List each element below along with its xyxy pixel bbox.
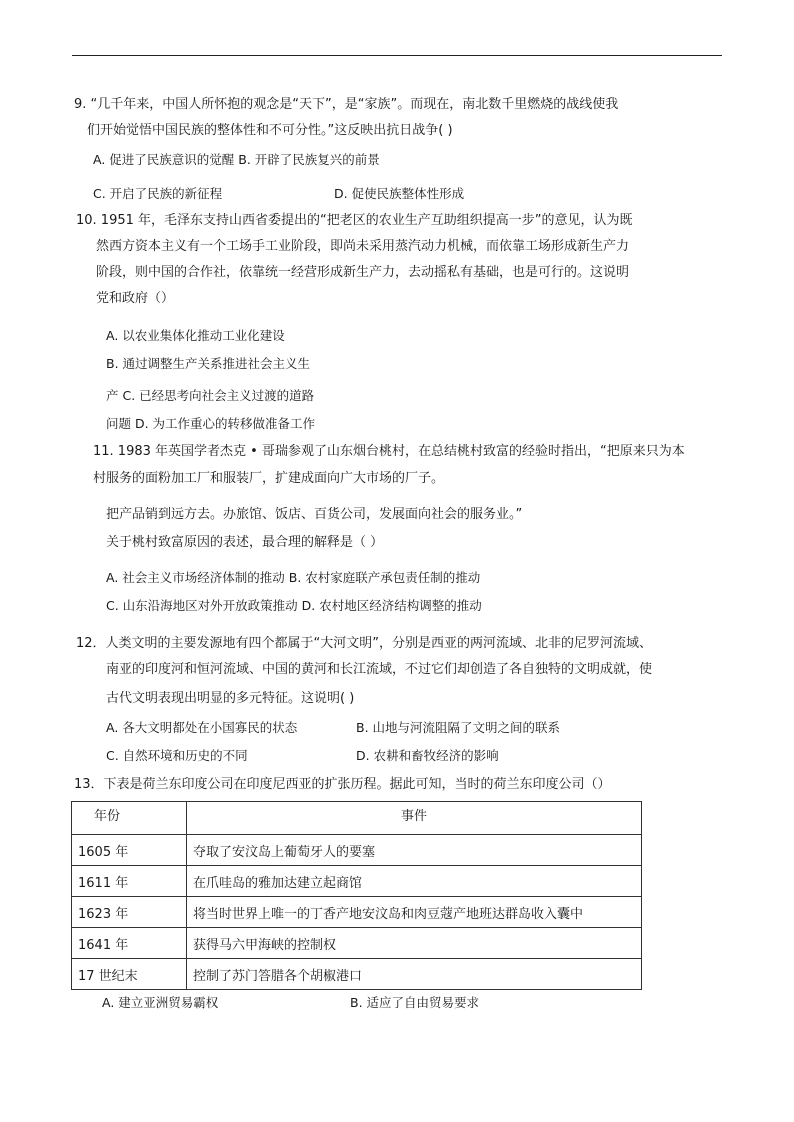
table-row [72, 928, 642, 959]
q10-option-a: A. 以农业集体化推动工业化建设 [106, 328, 285, 343]
q11-stem-line1: 11. 1983 年英国学者杰克 • 哥瑞参观了山东烟台桃村，在总结桃村致富的经验时指出，“把原来只为本 [93, 444, 685, 459]
q11-options-ab: A. 社会主义市场经济体制的推动 B. 农村家庭联产承包责任制的推动 [106, 570, 481, 585]
table-header-year: 年份 [72, 802, 187, 835]
q10-stem-line2: 然西方资本主义有一个工场手工业阶段，即尚未采用蒸汽动力机械，而依靠工场形成新生产力 [96, 239, 630, 254]
q12-option-d: D. 农耕和畜牧经济的影响 [356, 748, 499, 763]
table-row [72, 866, 642, 897]
q12-stem-line2: 南亚的印度河和恒河流域、中国的黄河和长江流域，不过它们却创造了各自独特的文明成就，使 [106, 662, 653, 677]
q10-stem-line1: 10. 1951 年，毛泽东支持山西省委提出的“把老区的农业生产互助组织提高一步”的意见，认为既 [76, 213, 633, 228]
q9-stem-line1: 9. “几千年来，中国人所怀抱的观念是“天下”，是“家族”。而现在，南北数千里燃烧的战线使我 [74, 97, 619, 112]
table-cell-event: 获得马六甲海峡的控制权 [187, 928, 642, 959]
table-header-event: 事件 [187, 802, 642, 835]
q11-stem-line3: 把产品销到远方去。办旅馆、饭店、百货公司，发展面向社会的服务业。” [106, 507, 523, 522]
q10-stem-line4: 党和政府（） [96, 291, 175, 306]
table-cell-event: 控制了苏门答腊各个胡椒港口 [187, 959, 642, 990]
q9-option-d: D. 促使民族整体性形成 [334, 186, 465, 201]
q13-stem-line1: 13．下表是荷兰东印度公司在印度尼西亚的扩张历程。据此可知，当时的荷兰东印度公司（） [74, 777, 611, 792]
q11-stem-line2: 村服务的面粉加工厂和服装厂，扩建成面向广大市场的厂子。 [93, 471, 445, 486]
q9-options-ab: A. 促进了民族意识的觉醒 B. 开辟了民族复兴的前景 [93, 152, 380, 167]
q12-stem-line1: 12．人类文明的主要发源地有四个都属于“大河文明”，分别是西亚的两河流域、北非的尼罗河流域、 [76, 636, 653, 651]
q13-option-b: B. 适应了自由贸易要求 [350, 995, 480, 1010]
q13-option-a: A. 建立亚洲贸易霸权 [102, 995, 219, 1010]
table-cell-event: 将当时世界上唯一的丁香产地安汶岛和肉豆蔻产地班达群岛收入囊中 [187, 897, 642, 928]
table-row [72, 897, 642, 928]
table-cell-year: 17 世纪末 [72, 959, 187, 990]
header-rule [72, 55, 722, 56]
expansion-table [71, 801, 642, 990]
q10-option-b: B. 通过调整生产关系推进社会主义生 [106, 356, 311, 371]
q11-options-cd: C. 山东沿海地区对外开放政策推动 D. 农村地区经济结构调整的推动 [106, 598, 482, 613]
q12-option-b: B. 山地与河流阻隔了文明之间的联系 [356, 720, 561, 735]
q9-stem-line2: 们开始觉悟中国民族的整体性和不可分性。”这反映出抗日战争( ) [87, 123, 453, 138]
table-cell-event: 夺取了安汶岛上葡萄牙人的要塞 [187, 835, 642, 866]
q12-stem-line3: 古代文明表现出明显的多元特征。这说明( ) [106, 691, 355, 706]
q12-option-c: C. 自然环境和历史的不同 [106, 748, 248, 763]
q10-option-bc: 产 C. 已经思考向社会主义过渡的道路 [106, 388, 315, 403]
q11-stem-line4: 关于桃村致富原因的表述，最合理的解释是（ ） [106, 535, 384, 550]
table-header-row [72, 802, 642, 835]
q12-option-a: A. 各大文明都处在小国寡民的状态 [106, 720, 298, 735]
q10-option-d: 问题 D. 为工作重心的转移做准备工作 [106, 416, 316, 431]
table-row [72, 959, 642, 990]
table-cell-year: 1623 年 [72, 897, 187, 928]
table-cell-year: 1611 年 [72, 866, 187, 897]
table-cell-year: 1641 年 [72, 928, 187, 959]
q9-option-c: C. 开启了民族的新征程 [93, 186, 223, 201]
q10-stem-line3: 阶段，则中国的合作社，依靠统一经营形成新生产力，去动摇私有基础，也是可行的。这说明 [96, 265, 630, 280]
table-cell-event: 在爪哇岛的雅加达建立起商馆 [187, 866, 642, 897]
table-cell-year: 1605 年 [72, 835, 187, 866]
table-row [72, 835, 642, 866]
